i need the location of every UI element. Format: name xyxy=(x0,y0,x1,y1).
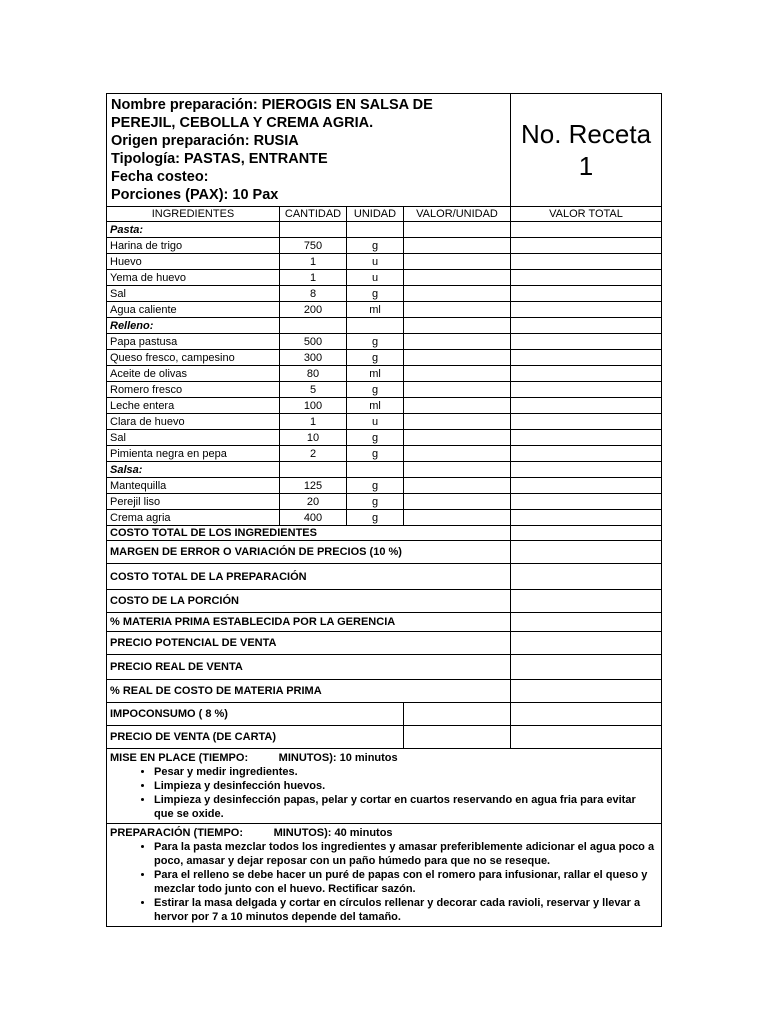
totals-row xyxy=(107,613,662,632)
ingredient-name: Crema agria xyxy=(107,510,280,526)
ingredient-qty: 500 xyxy=(280,334,347,350)
cell-valor-total xyxy=(511,334,662,350)
ingredient-name: Yema de huevo xyxy=(107,270,280,286)
col-valor-unidad: VALOR/UNIDAD xyxy=(404,207,511,222)
ingredient-row xyxy=(107,494,662,510)
preparacion-list xyxy=(110,840,658,924)
cell-valor-unidad xyxy=(404,398,511,414)
cell-valor-unidad xyxy=(404,366,511,382)
ingredient-row xyxy=(107,382,662,398)
cell-valor-unidad xyxy=(404,238,511,254)
ingredient-name: Clara de huevo xyxy=(107,414,280,430)
cell-valor-unidad xyxy=(404,302,511,318)
ingredient-name: Sal xyxy=(107,430,280,446)
cell-valor-total xyxy=(511,510,662,526)
preparacion-row xyxy=(107,824,662,927)
totals-label: % MATERIA PRIMA ESTABLECIDA POR LA GERENCIA xyxy=(107,613,511,632)
ingredient-row xyxy=(107,398,662,414)
cell-valor-unidad xyxy=(404,430,511,446)
mise-en-place xyxy=(107,749,662,824)
section-title: Relleno: xyxy=(107,318,280,334)
ingredient-unit: g xyxy=(347,350,404,366)
cell-valor-unidad xyxy=(404,286,511,302)
list-item: • Estirar la masa delgada y cortar en círculos rellenar y decorar cada ravioli, reservar y llevar a hervor por 7 a 10 minutos depende del tamaño. xyxy=(154,896,658,924)
mise-en-place-row xyxy=(107,749,662,824)
ingredient-qty: 1 xyxy=(280,254,347,270)
totals-label: MARGEN DE ERROR O VARIACIÓN DE PRECIOS (10 %) xyxy=(107,541,511,564)
ingredient-qty: 80 xyxy=(280,366,347,382)
cell-valor-total xyxy=(511,366,662,382)
cell-valor-unidad xyxy=(404,446,511,462)
totals-value xyxy=(511,564,662,590)
cell-valor-total xyxy=(511,318,662,334)
recipe-number-label: No. Receta xyxy=(520,119,652,149)
recipe-sheet xyxy=(106,93,661,927)
cell-unidad xyxy=(347,318,404,334)
ingredient-name: Agua caliente xyxy=(107,302,280,318)
cell-valor-unidad xyxy=(404,494,511,510)
cell-valor-total xyxy=(511,222,662,238)
totals-label: PRECIO POTENCIAL DE VENTA xyxy=(107,632,511,655)
ingredient-unit: ml xyxy=(347,398,404,414)
totals-row xyxy=(107,590,662,613)
column-header-row xyxy=(107,207,662,222)
cell-unidad xyxy=(347,222,404,238)
cell-valor-unidad xyxy=(404,414,511,430)
header-row xyxy=(107,94,662,207)
ingredient-name: Romero fresco xyxy=(107,382,280,398)
porciones: Porciones (PAX): 10 Pax xyxy=(111,187,279,203)
ingredient-unit: g xyxy=(347,478,404,494)
ingredient-row xyxy=(107,414,662,430)
totals-row xyxy=(107,541,662,564)
ingredient-unit: u xyxy=(347,254,404,270)
ingredient-unit: g xyxy=(347,430,404,446)
fecha-costeo: Fecha costeo: xyxy=(111,169,209,185)
preparacion-title: PREPARACIÓN (TIEMPO: MINUTOS): 40 minutos xyxy=(110,827,393,839)
cell-valor-unidad xyxy=(404,318,511,334)
cell-valor-total xyxy=(511,462,662,478)
list-item: • Limpieza y desinfección huevos. xyxy=(154,779,658,793)
cell-cantidad xyxy=(280,318,347,334)
tipologia: Tipología: PASTAS, ENTRANTE xyxy=(111,151,328,167)
totals-row xyxy=(107,703,662,726)
origen: Origen preparación: RUSIA xyxy=(111,133,299,149)
ingredient-unit: g xyxy=(347,510,404,526)
ingredient-row xyxy=(107,238,662,254)
totals-value xyxy=(511,590,662,613)
ingredient-unit: u xyxy=(347,414,404,430)
ingredient-unit: g xyxy=(347,382,404,398)
ingredient-name: Harina de trigo xyxy=(107,238,280,254)
totals-label: PRECIO DE VENTA (DE CARTA) xyxy=(107,726,404,749)
totals-label: PRECIO REAL DE VENTA xyxy=(107,655,511,680)
ingredient-unit: g xyxy=(347,446,404,462)
ingredient-unit: ml xyxy=(347,302,404,318)
ingredient-qty: 2 xyxy=(280,446,347,462)
section-row xyxy=(107,222,662,238)
totals-row xyxy=(107,680,662,703)
recipe-number: 1 xyxy=(578,151,594,181)
ingredient-qty: 750 xyxy=(280,238,347,254)
totals-extra xyxy=(404,726,511,749)
section-row xyxy=(107,318,662,334)
ingredient-row xyxy=(107,350,662,366)
recipe-info xyxy=(107,94,511,207)
ingredient-name: Papa pastusa xyxy=(107,334,280,350)
totals-label: COSTO TOTAL DE LA PREPARACIÓN xyxy=(107,564,511,590)
cell-valor-total xyxy=(511,494,662,510)
ingredient-row xyxy=(107,366,662,382)
cell-valor-unidad xyxy=(404,382,511,398)
recipe-number-box xyxy=(511,94,662,207)
list-item: • Para el relleno se debe hacer un puré de papas con el romero para infusionar, rallar el queso y mezclar todo junto con el huevo. Rectificar sazón. xyxy=(154,868,658,896)
cell-valor-unidad xyxy=(404,462,511,478)
ingredient-qty: 200 xyxy=(280,302,347,318)
col-unidad: UNIDAD xyxy=(347,207,404,222)
ingredient-name: Pimienta negra en pepa xyxy=(107,446,280,462)
cell-valor-total xyxy=(511,430,662,446)
ingredient-name: Queso fresco, campesino xyxy=(107,350,280,366)
ingredient-rows xyxy=(107,222,662,526)
cell-valor-unidad xyxy=(404,270,511,286)
section-title: Salsa: xyxy=(107,462,280,478)
totals-label: % REAL DE COSTO DE MATERIA PRIMA xyxy=(107,680,511,703)
ingredient-qty: 125 xyxy=(280,478,347,494)
cell-valor-total xyxy=(511,478,662,494)
cell-valor-total xyxy=(511,398,662,414)
cell-cantidad xyxy=(280,462,347,478)
ingredient-name: Huevo xyxy=(107,254,280,270)
totals-row xyxy=(107,632,662,655)
ingredient-unit: g xyxy=(347,238,404,254)
section-row xyxy=(107,462,662,478)
totals-value xyxy=(511,680,662,703)
ingredient-unit: g xyxy=(347,286,404,302)
totals-value xyxy=(511,541,662,564)
ingredient-name: Aceite de olivas xyxy=(107,366,280,382)
cell-valor-unidad xyxy=(404,254,511,270)
list-item: • Limpieza y desinfección papas, pelar y cortar en cuartos reservando en agua fria para evitar que se oxide. xyxy=(154,793,658,821)
totals-value xyxy=(511,632,662,655)
ingredient-qty: 10 xyxy=(280,430,347,446)
nombre-label: Nombre preparación: xyxy=(111,97,258,113)
ingredient-row xyxy=(107,302,662,318)
cell-valor-unidad xyxy=(404,510,511,526)
totals-value xyxy=(511,703,662,726)
cell-valor-total xyxy=(511,446,662,462)
cell-valor-total xyxy=(511,382,662,398)
ingredient-row xyxy=(107,430,662,446)
totals-label: COSTO DE LA PORCIÓN xyxy=(107,590,511,613)
col-ingredientes: INGREDIENTES xyxy=(107,207,280,222)
cell-valor-total xyxy=(511,414,662,430)
totals-rows xyxy=(107,526,662,749)
cell-valor-unidad xyxy=(404,222,511,238)
ingredient-qty: 1 xyxy=(280,414,347,430)
totals-extra xyxy=(404,703,511,726)
mise-title: MISE EN PLACE (TIEMPO: MINUTOS): 10 minutos xyxy=(110,752,398,764)
cell-valor-total xyxy=(511,350,662,366)
cell-valor-total xyxy=(511,238,662,254)
totals-value xyxy=(511,726,662,749)
ingredient-name: Mantequilla xyxy=(107,478,280,494)
ingredient-name: Sal xyxy=(107,286,280,302)
cell-valor-total xyxy=(511,302,662,318)
ingredient-unit: g xyxy=(347,494,404,510)
cell-valor-unidad xyxy=(404,350,511,366)
col-cantidad: CANTIDAD xyxy=(280,207,347,222)
ingredient-name: Leche entera xyxy=(107,398,280,414)
ingredient-row xyxy=(107,286,662,302)
ingredient-qty: 400 xyxy=(280,510,347,526)
ingredient-row xyxy=(107,334,662,350)
list-item: • Pesar y medir ingredientes. xyxy=(154,765,658,779)
totals-label: COSTO TOTAL DE LOS INGREDIENTES xyxy=(107,526,511,541)
totals-value xyxy=(511,655,662,680)
cell-valor-total xyxy=(511,254,662,270)
cell-valor-total xyxy=(511,270,662,286)
totals-row xyxy=(107,726,662,749)
cell-valor-total xyxy=(511,286,662,302)
ingredient-name: Perejil liso xyxy=(107,494,280,510)
mise-list xyxy=(110,765,658,821)
totals-label: IMPOCONSUMO ( 8 %) xyxy=(107,703,404,726)
totals-row xyxy=(107,526,662,541)
totals-value xyxy=(511,613,662,632)
nombre-value: PIEROGIS EN SALSA DE xyxy=(261,97,433,113)
totals-row xyxy=(107,564,662,590)
ingredient-row xyxy=(107,270,662,286)
preparacion xyxy=(107,824,662,927)
cell-unidad xyxy=(347,462,404,478)
nombre-value-line2: PEREJIL, CEBOLLA Y CREMA AGRIA. xyxy=(111,115,374,131)
ingredient-unit: u xyxy=(347,270,404,286)
ingredient-qty: 8 xyxy=(280,286,347,302)
ingredient-qty: 100 xyxy=(280,398,347,414)
ingredient-qty: 20 xyxy=(280,494,347,510)
totals-value xyxy=(511,526,662,541)
col-valor-total: VALOR TOTAL xyxy=(511,207,662,222)
cell-valor-unidad xyxy=(404,478,511,494)
ingredient-unit: ml xyxy=(347,366,404,382)
ingredient-row xyxy=(107,446,662,462)
ingredient-row xyxy=(107,510,662,526)
totals-row xyxy=(107,655,662,680)
ingredient-qty: 1 xyxy=(280,270,347,286)
list-item: • Para la pasta mezclar todos los ingredientes y amasar preferiblemente adicionar el agua poco a poco, amasar y dejar reposar con un paño húmedo para que no se reseque. xyxy=(154,840,658,868)
ingredient-unit: g xyxy=(347,334,404,350)
ingredient-row xyxy=(107,478,662,494)
ingredient-row xyxy=(107,254,662,270)
cell-valor-unidad xyxy=(404,334,511,350)
recipe-table xyxy=(106,93,662,927)
ingredient-qty: 5 xyxy=(280,382,347,398)
section-title: Pasta: xyxy=(107,222,280,238)
cell-cantidad xyxy=(280,222,347,238)
ingredient-qty: 300 xyxy=(280,350,347,366)
